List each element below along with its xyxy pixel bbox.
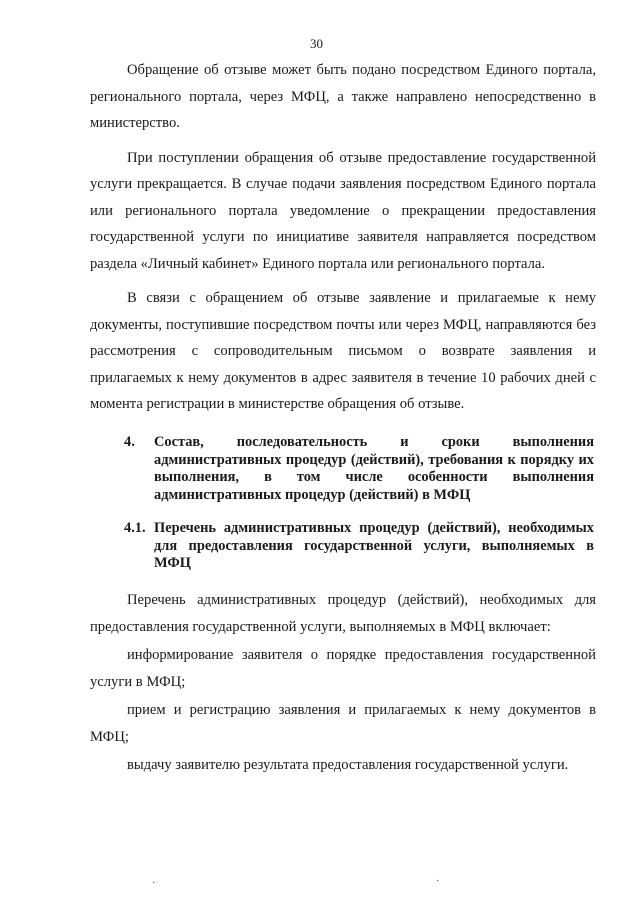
- section-4-1-number: 4.1.: [124, 520, 146, 536]
- list-item-informing: информирование заявителя о порядке предоставления государственной услуги в МФЦ;: [90, 647, 596, 690]
- body-text-top: [90, 57, 596, 418]
- section-4-title: Состав, последовательность и сроки выполнения административных процедур (действий), требования к порядку их выполнения, в том числе особенности выполнения административных процедур (действий) в МФЦ: [154, 434, 594, 503]
- section-4-number: 4.: [124, 434, 135, 450]
- list-item-registration: прием и регистрацию заявления и прилагаемых к нему документов в МФЦ;: [90, 702, 596, 745]
- list-item-result-delivery: выдачу заявителю результата предоставления государственной услуги.: [127, 757, 569, 773]
- page-number: 30: [310, 36, 323, 51]
- paragraph-service-termination: При поступлении обращения об отзыве предоставление государственной услуги прекращается. В случае подачи заявления посредством Единого портала или регионального портала уведомление о прекращении предоставления государственной услуги по инициативе заявителя направляется посредством раздела «Личный кабинет» Единого портала или регионального портала.: [90, 149, 596, 272]
- scan-mark: ·: [152, 878, 156, 889]
- paragraph-documents-return: В связи с обращением об отзыве заявление и прилагаемые к нему документы, поступившие посредством почты или через МФЦ, направляются без рассмотрения с сопроводительным письмом о возврате заявления и прилагаемых к нему документов в адрес заявителя в течение 10 рабочих дней с момента регистрации в министерстве обращения об отзыве.: [90, 290, 596, 412]
- body-text-bottom: [90, 587, 596, 779]
- paragraph-procedures-list-intro: Перечень административных процедур (действий), необходимых для предоставления государственной услуги, выполняемых в МФЦ включает:: [90, 592, 596, 635]
- paragraph-withdrawal-channels: Обращение об отзыве может быть подано посредством Единого портала, регионального портала, через МФЦ, а также направлено непосредственно в министерство.: [90, 62, 596, 131]
- scan-mark: ·: [436, 876, 440, 887]
- section-4-1-title: Перечень административных процедур (действий), необходимых для предоставления государственной услуги, выполняемых в МФЦ: [154, 520, 594, 571]
